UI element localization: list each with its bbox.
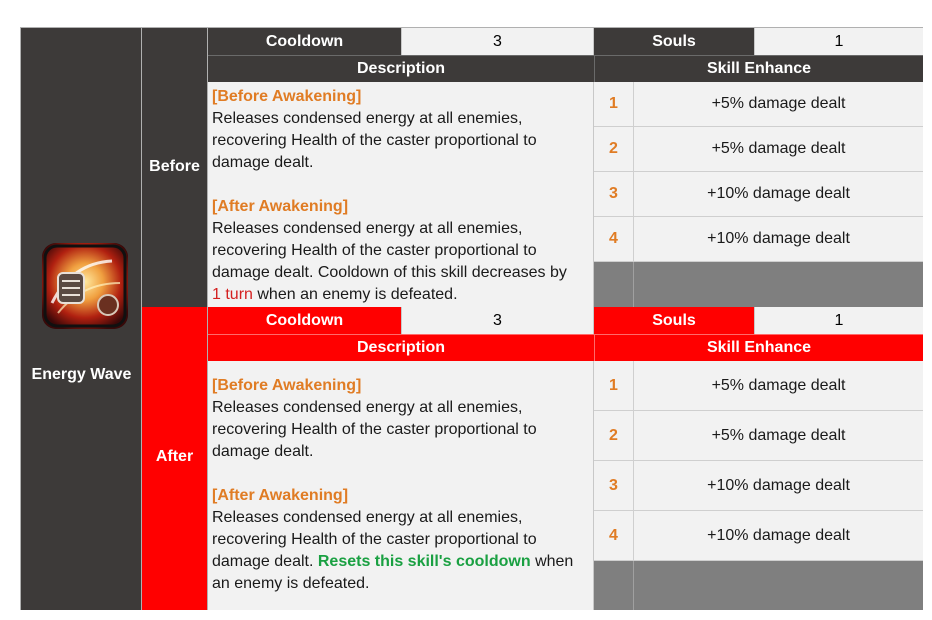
enhance-effect: +10% damage dealt <box>634 217 923 262</box>
cooldown-value: 3 <box>401 28 594 55</box>
before-awakening-text: Releases condensed energy at all enemies, recovering Health of the caster proportional to damage dealt. <box>212 399 537 460</box>
before-awakening-heading: [Before Awakening] <box>212 377 362 394</box>
souls-header: Souls <box>594 307 754 334</box>
cooldown-header: Cooldown <box>208 28 401 55</box>
enhance-effect: +10% damage dealt <box>634 511 923 561</box>
skill-column <box>21 28 142 610</box>
description-after <box>208 361 594 610</box>
energy-wave-skill-icon <box>42 243 128 329</box>
cooldown-header: Cooldown <box>208 307 401 334</box>
enhance-effect: +5% damage dealt <box>634 411 923 461</box>
after-awakening-text: Releases condensed energy at all enemies, recovering Health of the caster proportional to damage dealt. Cooldown of this skill decreases by <box>212 220 567 281</box>
before-awakening-heading: [Before Awakening] <box>212 88 362 105</box>
enhance-level: 4 <box>594 511 634 561</box>
after-awakening-text: Releases condensed energy at all enemies, recovering Health of the caster proportional to damage dealt. <box>212 509 537 570</box>
enhance-empty-cell <box>634 561 923 610</box>
enhance-effect: +5% damage dealt <box>634 361 923 411</box>
souls-header: Souls <box>594 28 754 55</box>
enhance-empty-cell <box>634 262 923 307</box>
enhance-effect: +5% damage dealt <box>634 82 923 127</box>
after-awakening-text-end: when an enemy is defeated. <box>212 553 574 592</box>
souls-value: 1 <box>754 28 923 55</box>
souls-value: 1 <box>754 307 923 334</box>
enhance-effect: +5% damage dealt <box>634 127 923 172</box>
enhance-effect: +10% damage dealt <box>634 461 923 511</box>
enhance-level: 3 <box>594 461 634 511</box>
skill-table <box>20 27 923 610</box>
after-awakening-heading: [After Awakening] <box>212 198 349 215</box>
before-awakening-text: Releases condensed energy at all enemies, recovering Health of the caster proportional to damage dealt. <box>212 110 537 171</box>
skill-enhance-header: Skill Enhance <box>594 334 923 361</box>
stage-before <box>142 28 208 307</box>
cooldown-value: 3 <box>401 307 594 334</box>
enhance-level: 2 <box>594 127 634 172</box>
after-awakening-highlight: 1 turn <box>212 286 253 303</box>
enhance-effect: +10% damage dealt <box>634 172 923 217</box>
enhance-level: 1 <box>594 82 634 127</box>
after-awakening-heading: [After Awakening] <box>212 487 349 504</box>
description-header: Description <box>208 55 594 82</box>
skill-name: Energy Wave <box>31 366 132 383</box>
description-header: Description <box>208 334 594 361</box>
after-awakening-text-end: when an enemy is defeated. <box>257 286 458 303</box>
stage-label-after: After <box>155 448 194 465</box>
enhance-empty-cell <box>594 561 634 610</box>
description-before <box>208 82 594 307</box>
skill-enhance-header: Skill Enhance <box>594 55 923 82</box>
enhance-level: 4 <box>594 217 634 262</box>
enhance-empty-cell <box>594 262 634 307</box>
enhance-level: 3 <box>594 172 634 217</box>
after-awakening-highlight: Resets this skill's cooldown <box>317 553 531 570</box>
enhance-level: 2 <box>594 411 634 461</box>
stage-after <box>142 307 208 610</box>
stage-label-before: Before <box>149 158 200 175</box>
enhance-level: 1 <box>594 361 634 411</box>
